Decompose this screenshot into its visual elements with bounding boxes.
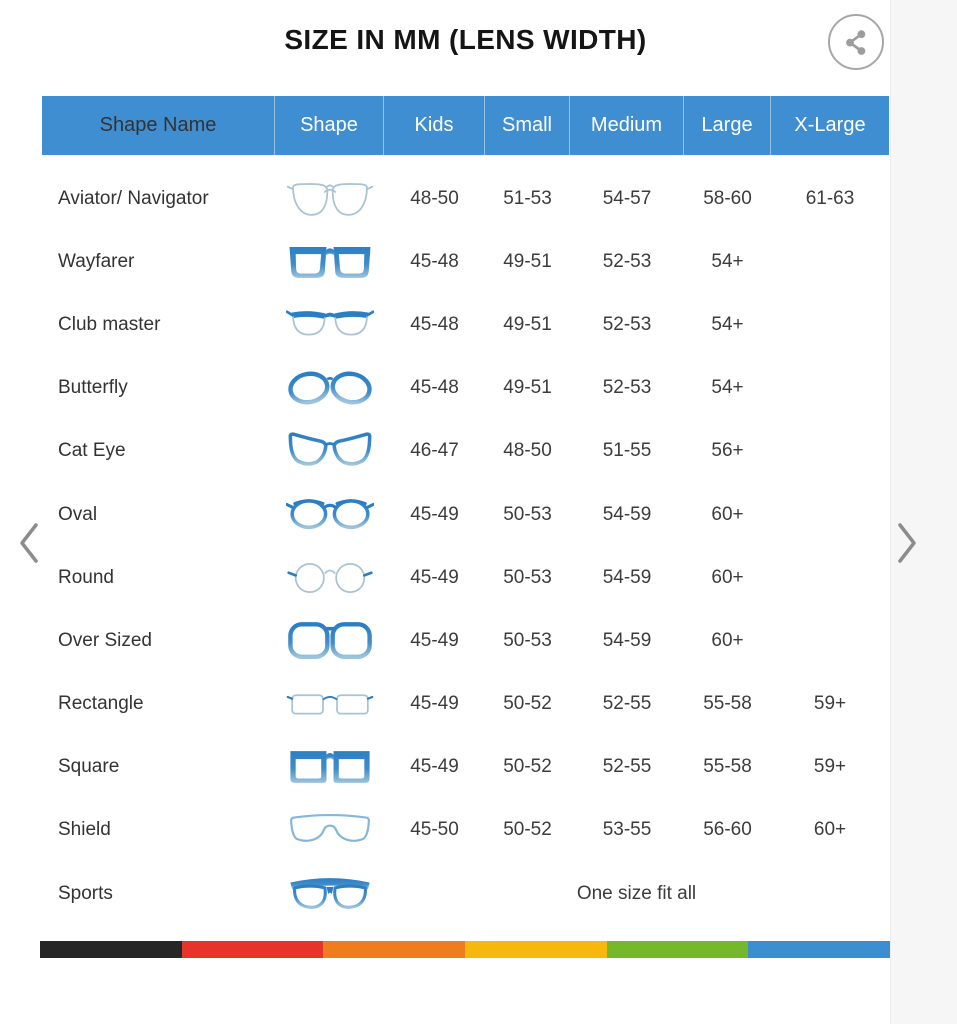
bar-segment-yellow	[465, 941, 607, 958]
size-value: 45-49	[410, 629, 459, 651]
table-row	[42, 799, 889, 862]
size-value: 46-47	[410, 440, 459, 462]
column-header-shape: Shape	[275, 96, 384, 155]
size-value: 50-53	[503, 629, 552, 651]
oversized-glasses-icon	[286, 616, 374, 666]
size-value: 52-55	[602, 756, 652, 778]
size-value: 48-50	[503, 440, 552, 462]
size-value: 60+	[813, 819, 847, 841]
shape-name: Sports	[58, 882, 113, 904]
square-glasses-icon	[286, 742, 374, 792]
chevron-left-icon	[17, 521, 41, 565]
size-value: 54-57	[602, 187, 652, 209]
size-value: 52-53	[602, 377, 652, 399]
shape-name: Butterfly	[58, 377, 128, 399]
column-header-kids: Kids	[384, 96, 485, 155]
size-value: 60+	[711, 503, 744, 525]
table-row	[42, 167, 889, 230]
column-header-small: Small	[485, 96, 570, 155]
size-value: 60+	[711, 566, 744, 588]
size-value: 50-52	[503, 819, 552, 841]
shape-name: Square	[58, 756, 120, 778]
size-value: 50-52	[503, 693, 552, 715]
size-value: 60+	[711, 629, 744, 651]
size-value: 45-48	[410, 377, 459, 399]
size-value: 45-49	[410, 756, 459, 778]
size-value: 54-59	[602, 629, 652, 651]
size-value: 45-48	[410, 250, 459, 272]
size-value: 49-51	[503, 313, 552, 335]
table-row	[42, 673, 889, 736]
share-icon	[841, 27, 871, 57]
size-value: 45-49	[410, 503, 459, 525]
size-value: 50-53	[503, 566, 552, 588]
shape-name: Aviator/ Navigator	[58, 187, 209, 209]
size-value: 50-52	[503, 756, 552, 778]
oval-glasses-icon	[286, 490, 374, 540]
size-value: 52-53	[602, 250, 652, 272]
size-value: 51-53	[503, 187, 552, 209]
table-header-row	[42, 96, 889, 155]
size-value: 61-63	[805, 187, 855, 209]
size-value: 59+	[813, 756, 847, 778]
rainbow-divider-bar	[40, 941, 890, 958]
size-value: 45-49	[410, 566, 459, 588]
size-value: 49-51	[503, 377, 552, 399]
column-header-large: Large	[684, 96, 771, 155]
size-value: 53-55	[602, 819, 652, 841]
carousel-next-button[interactable]	[895, 521, 919, 568]
page-right-margin	[890, 0, 957, 1024]
shield-glasses-icon	[286, 805, 374, 855]
shape-name: Club master	[58, 313, 161, 335]
one-size-note: One size fit all	[576, 882, 697, 904]
table-row	[42, 862, 889, 925]
table-row	[42, 230, 889, 293]
size-value: 59+	[813, 693, 847, 715]
table-row	[42, 420, 889, 483]
size-value: 48-50	[410, 187, 459, 209]
size-value: 45-49	[410, 693, 459, 715]
size-value: 56+	[711, 440, 744, 462]
table-row	[42, 546, 889, 609]
wayfarer-glasses-icon	[286, 237, 374, 287]
size-value: 52-53	[602, 313, 652, 335]
size-value: 54-59	[602, 503, 652, 525]
column-header-medium: Medium	[570, 96, 684, 155]
table-row	[42, 483, 889, 546]
size-value: 54-59	[602, 566, 652, 588]
size-value: 45-48	[410, 313, 459, 335]
bar-segment-blue	[748, 941, 890, 958]
shape-name: Round	[58, 566, 114, 588]
shape-name: Over Sized	[58, 629, 152, 651]
size-value: 56-60	[703, 819, 752, 841]
column-header-x-large: X-Large	[794, 114, 866, 136]
cateye-glasses-icon	[286, 426, 374, 476]
size-value: 58-60	[703, 187, 752, 209]
aviator-glasses-icon	[286, 174, 374, 224]
size-value: 49-51	[503, 250, 552, 272]
sports-glasses-icon	[286, 869, 374, 919]
column-header-shape-name: Shape Name	[42, 96, 275, 155]
table-row	[42, 736, 889, 799]
rectangle-glasses-icon	[286, 679, 374, 729]
size-value: 55-58	[703, 756, 752, 778]
bar-segment-orange	[323, 941, 465, 958]
share-button[interactable]	[828, 14, 884, 70]
size-value: 51-55	[602, 440, 652, 462]
clubmaster-glasses-icon	[286, 300, 374, 350]
shape-name: Shield	[58, 819, 111, 841]
shape-name: Oval	[58, 503, 98, 525]
carousel-prev-button[interactable]	[17, 521, 41, 568]
butterfly-glasses-icon	[286, 363, 374, 413]
size-table-body	[42, 167, 889, 925]
bar-segment-red	[182, 941, 324, 958]
size-value: 50-53	[503, 503, 552, 525]
round-glasses-icon	[286, 553, 374, 603]
shape-name: Wayfarer	[58, 250, 135, 272]
table-row	[42, 609, 889, 672]
chevron-right-icon	[895, 521, 919, 565]
size-value: 54+	[711, 250, 744, 272]
table-row	[42, 357, 889, 420]
size-value: 45-50	[410, 819, 459, 841]
size-value: 54+	[711, 377, 744, 399]
table-row	[42, 293, 889, 356]
shape-name: Rectangle	[58, 693, 144, 715]
size-value: 54+	[711, 313, 744, 335]
page-title: SIZE IN MM (LENS WIDTH)	[284, 24, 647, 55]
bar-segment-green	[607, 941, 749, 958]
shape-name: Cat Eye	[58, 440, 126, 462]
bar-segment-black	[40, 941, 182, 958]
size-value: 52-55	[602, 693, 652, 715]
size-value: 55-58	[703, 693, 752, 715]
